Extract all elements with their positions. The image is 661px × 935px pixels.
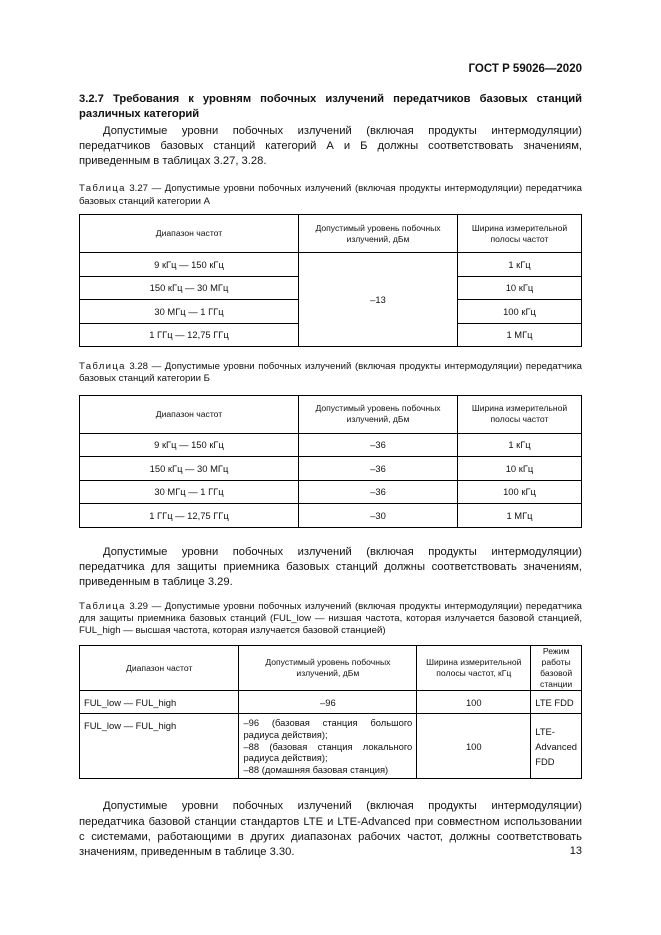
- cell-bandwidth: 10 кГц: [458, 457, 582, 481]
- cell-bandwidth: 1 МГц: [458, 504, 582, 528]
- level-line: –88 (домашняя базовая станция): [243, 764, 389, 776]
- cell-mode: LTE-Advanced FDD: [531, 714, 582, 779]
- cell-range: 30 МГц — 1 ГГц: [80, 480, 299, 504]
- table-3-28: [79, 395, 582, 528]
- cell-level: [239, 714, 417, 779]
- cell-level: –96: [239, 691, 417, 714]
- cell-range: FUL_low — FUL_high: [80, 691, 239, 714]
- table-3-29-caption: [79, 601, 582, 638]
- table-row: [80, 480, 582, 504]
- col-header-bandwidth: Ширина измерительной полосы частот, кГц: [417, 646, 531, 691]
- cell-level: –36: [299, 480, 458, 504]
- cell-bandwidth: 10 кГц: [458, 276, 582, 300]
- cell-bandwidth: 1 кГц: [458, 433, 582, 457]
- caption-text: 3.29 — Допустимые уровни побочных излучений (включая продукты интермодуляции) передатчика для защиты приемника базовых станций (FUL_low — низшая частота, которая излучается базовой станцией, FUL_high — высшая частота, которая излучается базовой станцией): [79, 600, 582, 637]
- cell-bandwidth: 100: [417, 714, 531, 779]
- cell-level: –30: [299, 504, 458, 528]
- caption-label: Таблица: [79, 600, 126, 612]
- cell-bandwidth: 100 кГц: [458, 300, 582, 324]
- col-header-level: Допустимый уровень побочных излучений, дБм: [299, 395, 458, 433]
- intro-paragraph: Допустимые уровни побочных излучений (включая продукты интермодуляции) передатчиков базовых станций категорий А и Б должны соответствовать значениям, приведенным в таблицах 3.27, 3.28.: [79, 124, 582, 168]
- col-header-level: Допустимый уровень побочных излучений, дБм: [239, 646, 417, 691]
- table-row: [80, 504, 582, 528]
- cell-range: 150 кГц — 30 МГц: [80, 457, 299, 481]
- section-title-text: Требования к уровням побочных излучений передатчиков базовых станций различных категорий: [79, 93, 582, 121]
- level-line: –96 (базовая станция большого радиуса действия);: [243, 716, 413, 740]
- section-number: 3.2.7: [79, 93, 104, 105]
- paragraph-table-3-30-ref: Допустимые уровни побочных излучений (включая продукты интермодуляции) передатчика базовой станции стандартов LTE и LTE-Advanced при совместном использовании с системами, работающими в других диапазонах рабочих частот, должны соответствовать значениям, приведенным в таблице 3.30.: [79, 800, 582, 859]
- caption-text: 3.28 — Допустимые уровни побочных излучений (включая продукты интермодуляции) передатчика базовых станций категории Б: [79, 361, 582, 385]
- caption-text: 3.27 — Допустимые уровни побочных излучений (включая продукты интермодуляции) передатчика базовых станций категории А: [79, 183, 582, 207]
- cell-level: –36: [299, 433, 458, 457]
- level-line: –88 (базовая станция локального радиуса действия);: [243, 740, 413, 764]
- col-header-range: Диапазон частот: [80, 395, 299, 433]
- col-header-range: Диапазон частот: [80, 215, 299, 253]
- cell-range: FUL_low — FUL_high: [80, 714, 239, 779]
- table-row: [80, 433, 582, 457]
- table-row: [80, 253, 582, 277]
- col-header-range: Диапазон частот: [80, 646, 239, 691]
- caption-label: Таблица: [79, 361, 126, 373]
- cell-mode: LTE FDD: [531, 691, 582, 714]
- cell-range: 9 кГц — 150 кГц: [80, 253, 299, 277]
- table-row: [80, 714, 582, 779]
- cell-range: 1 ГГц — 12,75 ГГц: [80, 504, 299, 528]
- table-3-27-caption: [79, 183, 582, 208]
- cell-range: 1 ГГц — 12,75 ГГц: [80, 323, 299, 347]
- col-header-bandwidth: Ширина измерительной полосы частот: [458, 215, 582, 253]
- cell-range: 150 кГц — 30 МГц: [80, 276, 299, 300]
- table-row: [80, 691, 582, 714]
- cell-bandwidth: 1 МГц: [458, 323, 582, 347]
- caption-label: Таблица: [79, 183, 126, 195]
- cell-bandwidth: 100 кГц: [458, 480, 582, 504]
- col-header-mode: Режим работы базовой станции: [531, 646, 582, 691]
- col-header-level: Допустимый уровень побочных излучений, дБм: [299, 215, 458, 253]
- document-id: ГОСТ Р 59026—2020: [468, 63, 582, 75]
- cell-level: –13: [299, 253, 458, 347]
- table-3-28-caption: [79, 361, 582, 386]
- cell-bandwidth: 100: [417, 691, 531, 714]
- col-header-bandwidth: Ширина измерительной полосы частот: [458, 395, 582, 433]
- table-3-29: [79, 645, 582, 779]
- table-3-27: [79, 214, 582, 347]
- page-number: 13: [569, 845, 582, 857]
- paragraph-table-3-29-ref: Допустимые уровни побочных излучений (включая продукты интермодуляции) передатчика для защиты приемника базовых станций должны соответствовать значениям, приведенным в таблице 3.29.: [79, 545, 582, 589]
- cell-level: –36: [299, 457, 458, 481]
- section-title: [79, 92, 582, 123]
- cell-range: 30 МГц — 1 ГГц: [80, 300, 299, 324]
- cell-range: 9 кГц — 150 кГц: [80, 433, 299, 457]
- cell-bandwidth: 1 кГц: [458, 253, 582, 277]
- page-content: [79, 92, 582, 861]
- table-row: [80, 457, 582, 481]
